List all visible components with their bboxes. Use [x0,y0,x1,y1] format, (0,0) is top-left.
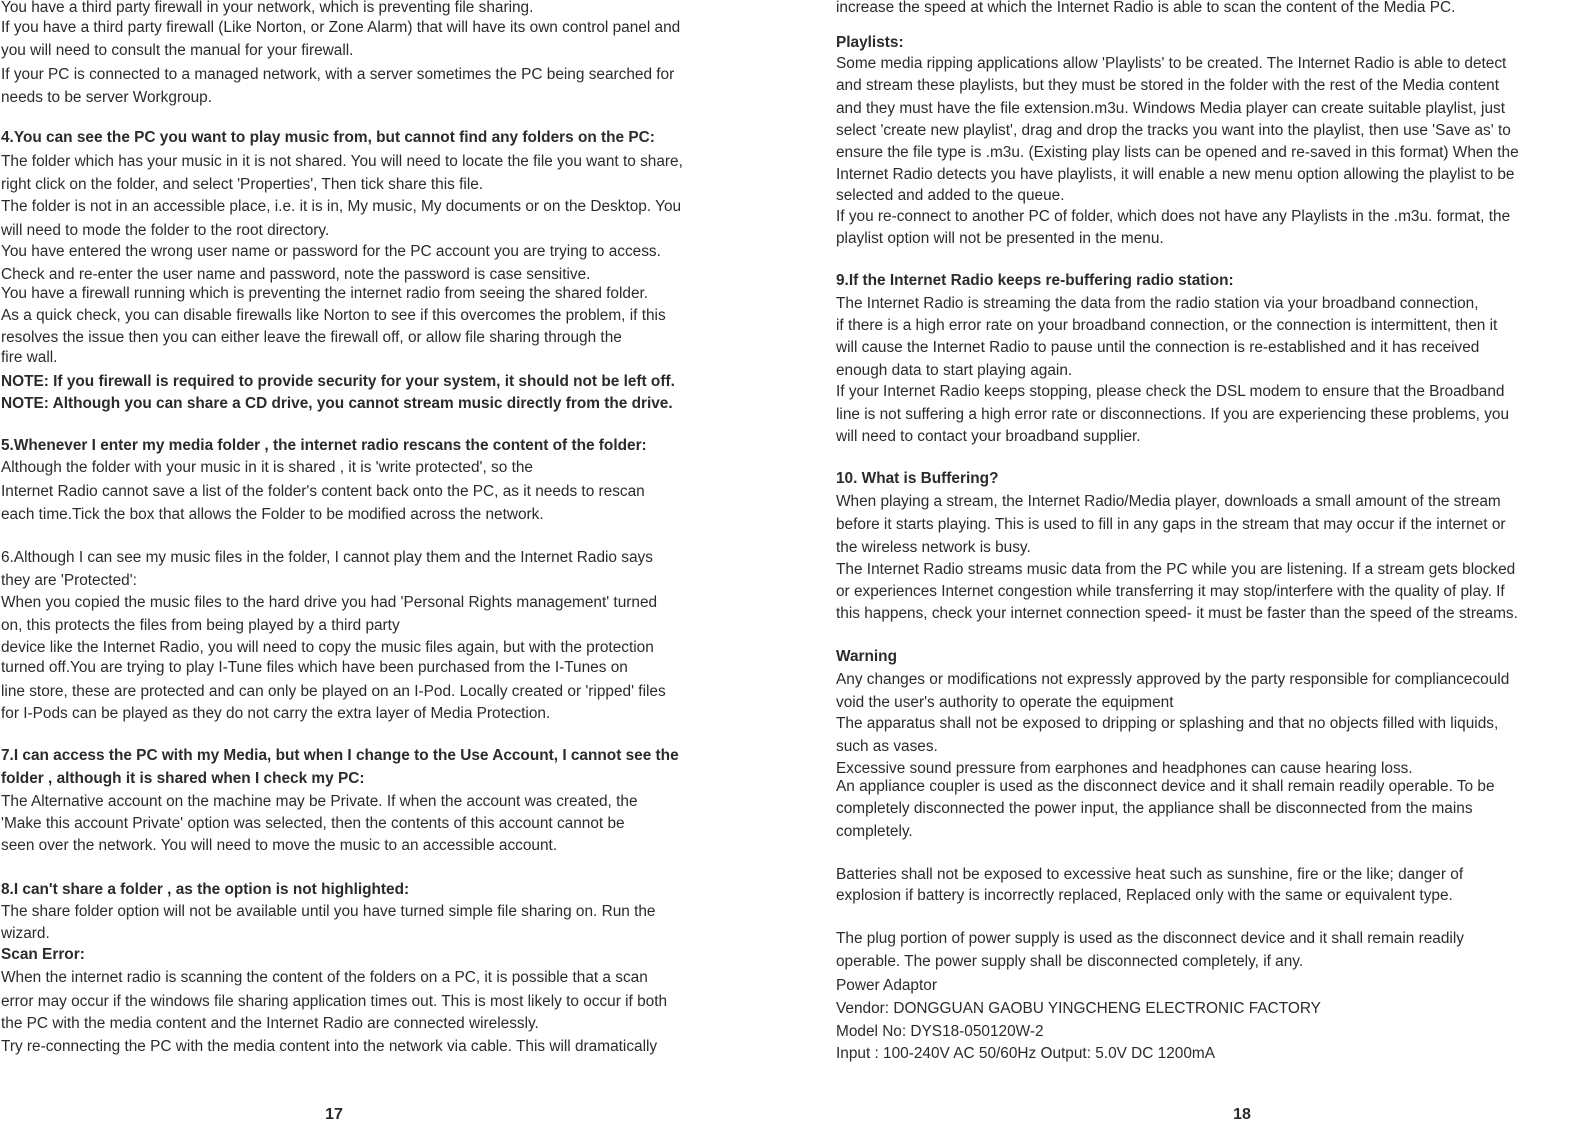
text-line: ensure the file type is .m3u. (Existing play lists can be opened and re-saved in this format) When the [836,144,1519,161]
text-line: Excessive sound pressure from earphones and headphones can cause hearing loss. [836,760,1413,777]
text-line: Power Adaptor [836,977,937,994]
text-line: increase the speed at which the Internet Radio is able to scan the content of the Media PC. [836,0,1456,16]
text-line: When the internet radio is scanning the content of the folders on a PC, it is possible that a scan [1,969,648,986]
text-line: resolves the issue then you can either leave the firewall off, or allow file sharing through the [1,329,622,346]
heading-line: Playlists: [836,34,904,51]
page-number: 18 [1233,1106,1251,1123]
text-line: for I-Pods can be played as they do not carry the extra layer of Media Protection. [1,705,551,722]
text-line: on, this protects the files from being played by a third party [1,617,400,634]
text-line: and stream these playlists, but they must be stored in the folder with the rest of the Media content [836,77,1500,94]
text-line: before it starts playing. This is used to fill in any gaps in the stream that may occur if the internet or [836,516,1506,533]
text-line: enough data to start playing again. [836,362,1073,379]
text-line: fire wall. [1,349,58,366]
text-line: select 'create new playlist', drag and drop the tracks you want into the playlist, then use 'Save as' to [836,122,1511,139]
text-line: The plug portion of power supply is used as the disconnect device and it shall remain readily [836,930,1464,947]
heading-line: 5.Whenever I enter my media folder , the internet radio rescans the content of the folder: [1,437,647,454]
text-line: they are 'Protected': [1,572,137,589]
text-line: line store, these are protected and can only be played on an I-Pod. Locally created or 'ripped' files [1,683,666,700]
text-line: You have a third party firewall in your network, which is preventing file sharing. [1,0,534,16]
text-line: the wireless network is busy. [836,539,1031,556]
text-line: The folder is not in an accessible place, i.e. it is in, My music, My documents or on the Desktop. You [1,198,682,215]
text-line: the PC with the media content and the Internet Radio are connected wirelessly. [1,1015,539,1032]
text-line: void the user's authority to operate the equipment [836,694,1174,711]
text-line: completely. [836,823,913,840]
heading-line: 10. What is Buffering? [836,470,999,487]
text-line: wizard. [1,925,50,942]
heading-line: 8.I can't share a folder , as the option is not highlighted: [1,881,410,898]
text-line: if there is a high error rate on your broadband connection, or the connection is intermittent, then it [836,317,1498,334]
heading-line: folder , although it is shared when I check my PC: [1,770,365,787]
text-line: will cause the Internet Radio to pause until the connection is re-established and it has received [836,339,1480,356]
text-line: Internet Radio cannot save a list of the folder's content back onto the PC, as it needs to rescan [1,483,645,500]
heading-line: 4.You can see the PC you want to play music from, but cannot find any folders on the PC: [1,129,655,146]
heading-line: 7.I can access the PC with my Media, but when I change to the Use Account, I cannot see the [1,747,679,764]
text-line: completely disconnected the power input, the appliance shall be disconnected from the mains [836,800,1473,817]
text-line: turned off.You are trying to play I-Tune files which have been purchased from the I-Tunes on [1,659,628,676]
text-line: 'Make this account Private' option was selected, then the contents of this account cannot be [1,815,625,832]
text-line: An appliance coupler is used as the disconnect device and it shall remain readily operable. To be [836,778,1495,795]
text-line: right click on the folder, and select 'Properties', Then tick share this file. [1,176,484,193]
text-line: Any changes or modifications not expressly approved by the party responsible for compliancecould [836,671,1510,688]
text-line: line is not suffering a high error rate or disconnections. If you are experiencing these problems, you [836,406,1510,423]
heading-line: NOTE: If you firewall is required to provide security for your system, it should not be left off. [1,373,675,390]
text-line: Batteries shall not be exposed to excessive heat such as sunshine, fire or the like; danger of [836,866,1464,883]
text-line: will need to mode the folder to the root directory. [1,222,330,239]
text-line: and they must have the file extension.m3u. Windows Media player can create suitable playlist, just [836,100,1505,117]
text-line: The apparatus shall not be exposed to dripping or splashing and that no objects filled with liquids, [836,715,1499,732]
text-line: seen over the network. You will need to move the music to an accessible account. [1,837,558,854]
page-number: 17 [325,1106,343,1123]
text-line: each time.Tick the box that allows the Folder to be modified across the network. [1,506,544,523]
heading-line: Scan Error: [1,946,85,963]
text-line: You have entered the wrong user name or password for the PC account you are trying to access. [1,243,661,260]
text-line: or experiences Internet congestion while transferring it may stop/interfere with the quality of play. If [836,583,1505,600]
text-line: Internet Radio detects you have playlists, it will enable a new menu option allowing the playlist to be [836,166,1515,183]
text-line: operable. The power supply shall be disconnected completely, if any. [836,953,1304,970]
text-line: As a quick check, you can disable firewalls like Norton to see if this overcomes the problem, if this [1,307,666,324]
text-line: such as vases. [836,738,938,755]
text-line: The folder which has your music in it is not shared. You will need to locate the file you want to share, [1,153,683,170]
text-line: selected and added to the queue. [836,187,1065,204]
text-line: Some media ripping applications allow 'Playlists' to be created. The Internet Radio is able to detect [836,55,1507,72]
text-line: The share folder option will not be available until you have turned simple file sharing on. Run the [1,903,656,920]
text-line: When playing a stream, the Internet Radio/Media player, downloads a small amount of the stream [836,493,1501,510]
text-line: Model No: DYS18-050120W-2 [836,1023,1044,1040]
text-line: If your PC is connected to a managed network, with a server sometimes the PC being searched for [1,66,675,83]
text-line: 6.Although I can see my music files in the folder, I cannot play them and the Internet Radio says [1,549,653,566]
text-line: Vendor: DONGGUAN GAOBU YINGCHENG ELECTRONIC FACTORY [836,1000,1321,1017]
text-line: device like the Internet Radio, you will need to copy the music files again, but with the protection [1,639,654,656]
text-line: Try re-connecting the PC with the media content into the network via cable. This will dramatically [1,1038,658,1055]
page-17 [0,0,792,1122]
text-line: explosion if battery is incorrectly replaced, Replaced only with the same or equivalent type. [836,887,1453,904]
text-line: needs to be server Workgroup. [1,89,213,106]
text-line: If you re-connect to another PC of folder, which does not have any Playlists in the .m3u. format, the [836,208,1511,225]
text-line: When you copied the music files to the hard drive you had 'Personal Rights management' turned [1,594,658,611]
text-line: this happens, check your internet connection speed- it must be faster than the speed of the streams. [836,605,1518,622]
text-line: will need to contact your broadband supplier. [836,428,1141,445]
heading-line: NOTE: Although you can share a CD drive, you cannot stream music directly from the drive. [1,395,673,412]
heading-line: 9.If the Internet Radio keeps re-buffering radio station: [836,272,1234,289]
text-line: playlist option will not be presented in the menu. [836,230,1164,247]
text-line: The Internet Radio is streaming the data from the radio station via your broadband connection, [836,295,1479,312]
text-line: The Alternative account on the machine may be Private. If when the account was created, the [1,793,638,810]
text-line: error may occur if the windows file sharing application times out. This is most likely to occur if both [1,993,668,1010]
text-line: you will need to consult the manual for your firewall. [1,42,354,59]
text-line: Check and re-enter the user name and password, note the password is case sensitive. [1,266,591,283]
heading-line: Warning [836,648,897,665]
page-18 [792,0,1584,1122]
text-line: If you have a third party firewall (Like Norton, or Zone Alarm) that will have its own control panel and [1,19,681,36]
text-line: Input : 100-240V AC 50/60Hz Output: 5.0V DC 1200mA [836,1045,1216,1062]
text-line: Although the folder with your music in it is shared , it is 'write protected', so the [1,459,533,476]
text-line: If your Internet Radio keeps stopping, please check the DSL modem to ensure that the Broadband [836,383,1505,400]
text-line: You have a firewall running which is preventing the internet radio from seeing the shared folder. [1,285,649,302]
text-line: The Internet Radio streams music data from the PC while you are listening. If a stream gets blocked [836,561,1516,578]
